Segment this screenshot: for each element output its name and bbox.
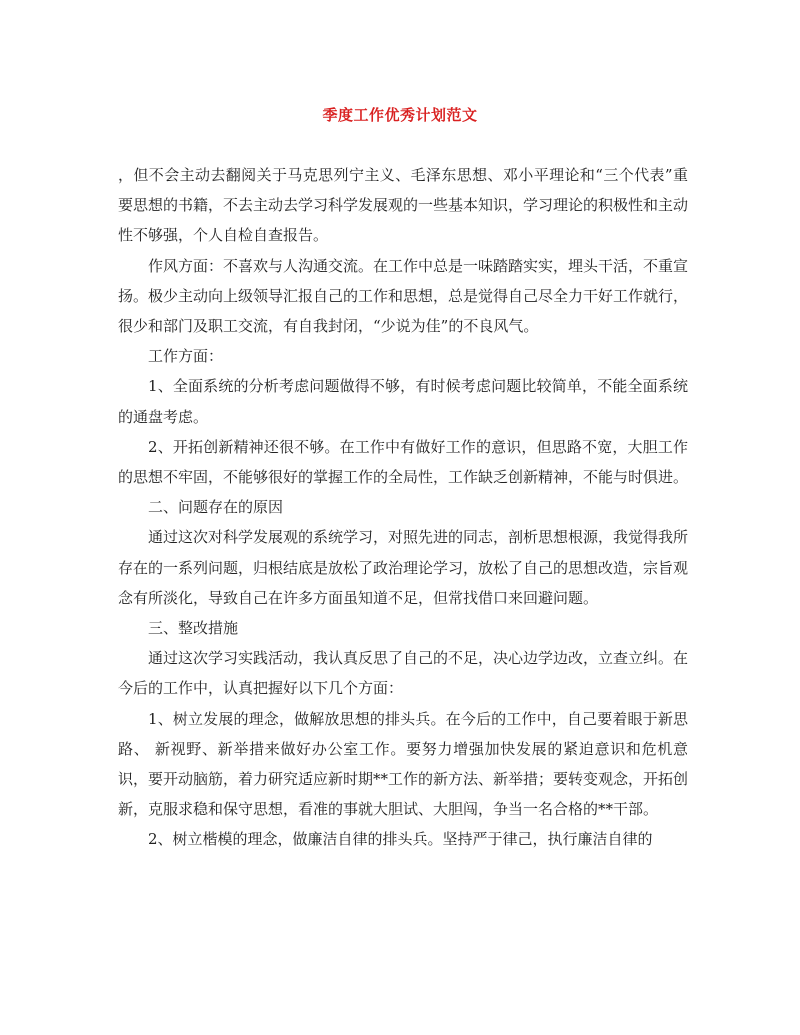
document-body bbox=[118, 160, 688, 855]
section-heading-measures: 三、整改措施 bbox=[148, 619, 239, 638]
paragraph-measures-intro: 通过这次学习实践活动，我认真反思了自己的不足，决心边学边改，立查立纠。在今后的工作中，认真把握好以下几个方面： bbox=[118, 649, 689, 698]
paragraph-measure-2: 2、树立楷模的理念，做廉洁自律的排头兵。坚持严于律己，执行廉洁自律的 bbox=[148, 830, 653, 849]
section-heading-causes: 二、问题存在的原因 bbox=[148, 498, 284, 517]
paragraph-work-aspect-heading: 工作方面： bbox=[148, 347, 224, 366]
paragraph-measure-1: 1、树立发展的理念，做解放思想的排头兵。在今后的工作中，自己要着眼于新思路、 新视野、新举措来做好办公室工作。要努力增强加快发展的紧迫意识和危机意识，要开动脑筋，着力研究适应新时期**工作的新方法、新举措；要转变观念，开拓创新，克服求稳和保守思想，看准的事就大胆试、大胆闯，争当一名合格的**干部。 bbox=[118, 709, 689, 819]
paragraph-work-item-1: 1、全面系统的分析考虑问题做得不够，有时候考虑问题比较简单，不能全面系统的通盘考虑。 bbox=[118, 377, 688, 426]
paragraph-work-style: 作风方面：不喜欢与人沟通交流。在工作中总是一味踏踏实实，埋头干活，不重宣扬。极少主动向上级领导汇报自己的工作和思想，总是觉得自己尽全力干好工作就行，很少和部门及职工交流，有自我封闭，“少说为佳”的不良风气。 bbox=[118, 256, 689, 336]
paragraph-continuation: ，但不会主动去翻阅关于马克思列宁主义、毛泽东思想、邓小平理论和“三个代表”重要思想的书籍，不去主动去学习科学发展观的一些基本知识，学习理论的积极性和主动性不够强，个人自检自查报告。 bbox=[118, 166, 689, 245]
paragraph-causes: 通过这次对科学发展观的系统学习，对照先进的同志，剖析思想根源，我觉得我所存在的一系列问题，归根结底是放松了政治理论学习，放松了自己的思想改造，宗旨观念有所淡化，导致自己在许多方面虽知道不足，但常找借口来回避问题。 bbox=[118, 528, 689, 607]
document-title: 季度工作优秀计划范文 bbox=[322, 106, 478, 124]
paragraph-work-item-2: 2、开拓创新精神还很不够。在工作中有做好工作的意识，但思路不宽，大胆工作的思想不牢固，不能够很好的掌握工作的全局性，工作缺乏创新精神，不能与时俱进。 bbox=[118, 437, 689, 487]
